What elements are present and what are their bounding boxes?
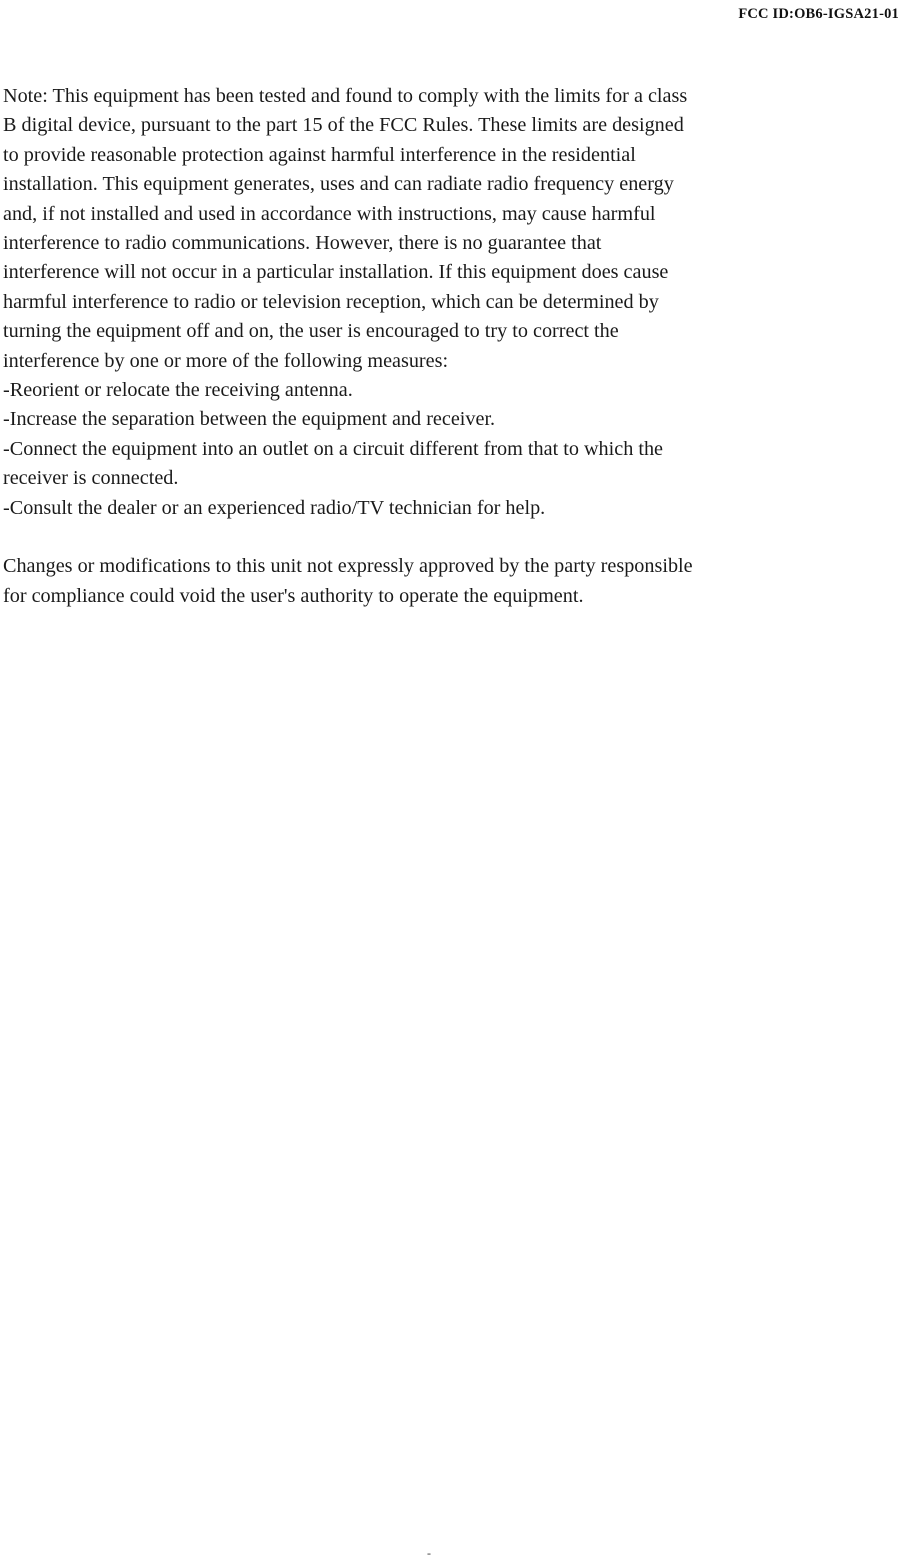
modification-warning-line: Changes or modifications to this unit not expressly approved by the party responsible xyxy=(3,555,693,578)
notice-line: Note: This equipment has been tested and found to comply with the limits for a class xyxy=(3,85,688,107)
paragraph-spacer xyxy=(3,523,883,552)
notice-line: harmful interference to radio or television reception, which can be determined by xyxy=(3,290,659,313)
notice-line: interference will not occur in a particular installation. If this equipment does cause xyxy=(3,261,669,284)
fcc-compliance-notice xyxy=(3,82,883,611)
notice-line: B digital device, pursuant to the part 15 of the FCC Rules. These limits are designed xyxy=(3,114,684,137)
measure-item: -Increase the separation between the equipment and receiver. xyxy=(3,408,496,431)
measure-item: -Consult the dealer or an experienced radio/TV technician for help. xyxy=(3,496,546,519)
measure-item: -Connect the equipment into an outlet on a circuit different from that to which the xyxy=(3,437,664,460)
notice-line: to provide reasonable protection against harmful interference in the residential xyxy=(3,143,636,166)
notice-line: interference by one or more of the following measures: xyxy=(3,349,449,372)
measure-item: -Reorient or relocate the receiving antenna. xyxy=(3,379,353,402)
notice-line: interference to radio communications. However, there is no guarantee that xyxy=(3,232,602,255)
notice-line: turning the equipment off and on, the user is encouraged to try to correct the xyxy=(3,320,619,343)
notice-line: and, if not installed and used in accordance with instructions, may cause harmful xyxy=(3,202,656,225)
notice-line: installation. This equipment generates, uses and can radiate radio frequency energy xyxy=(3,173,674,196)
modification-warning-line: for compliance could void the user's authority to operate the equipment. xyxy=(3,584,584,607)
fcc-id-header: FCC ID:OB6-IGSA21-01 xyxy=(738,6,899,22)
page-number-mark: - xyxy=(427,1546,431,1560)
measure-item-continuation: receiver is connected. xyxy=(3,467,179,490)
